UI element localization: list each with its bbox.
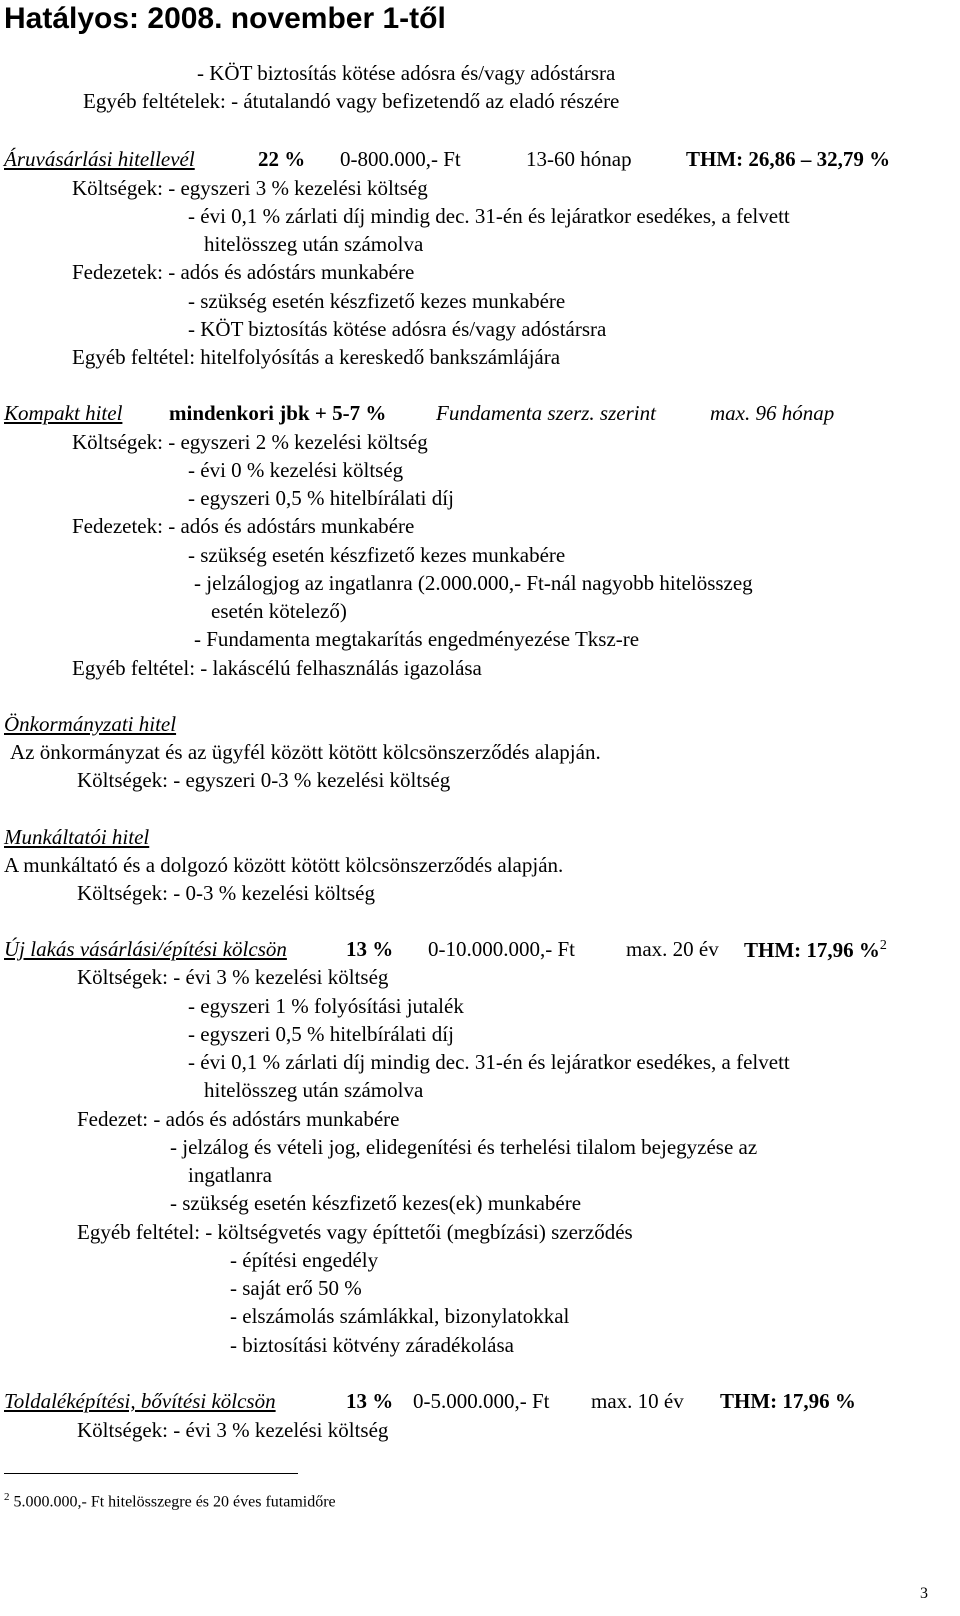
- s2-condition: Fundamenta szerz. szerint: [436, 401, 656, 425]
- s5-rate: 13 %: [346, 937, 394, 961]
- page-number: 3: [920, 1585, 928, 1602]
- s1-line-5: - szükség esetén készfizető kezes munkabére: [188, 289, 566, 313]
- s1-line-6: - KÖT biztosítás kötése adósra és/vagy adóstársra: [188, 317, 607, 341]
- s2-line-3: - egyszeri 0,5 % hitelbírálati díj: [188, 486, 454, 510]
- s5-line-12: - saját erő 50 %: [230, 1276, 362, 1300]
- footnote-ref[interactable]: 2: [879, 938, 887, 953]
- s5-line-13: - elszámolás számlákkal, bizonylatokkal: [230, 1304, 570, 1328]
- s4-line-2: Költségek: - 0-3 % kezelési költség: [77, 881, 375, 905]
- footnote: [4, 1492, 336, 1510]
- s4-line-1: A munkáltató és a dolgozó között kötött kölcsönszerződés alapján.: [4, 853, 564, 877]
- s1-amount: 0-800.000,- Ft: [340, 147, 461, 171]
- section-title-munkaltatoi: Munkáltatói hitel: [4, 825, 150, 849]
- s5-line-4: - évi 0,1 % zárlati díj mindig dec. 31-én és lejáratkor esedékes, a felvett: [188, 1050, 790, 1074]
- s2-line-2: - évi 0 % kezelési költség: [188, 458, 404, 482]
- s1-term: 13-60 hónap: [526, 147, 632, 171]
- s2-line-9: Egyéb feltétel: - lakáscélú felhasználás igazolása: [72, 656, 482, 680]
- s2-line-8: - Fundamenta megtakarítás engedményezése Tksz-re: [194, 627, 640, 651]
- section-title-aruvasarlasi: Áruvásárlási hitellevél: [4, 147, 195, 171]
- s3-line-2: Költségek: - egyszeri 0-3 % kezelési költség: [77, 768, 451, 792]
- s5-line-8: ingatlanra: [188, 1163, 272, 1187]
- top-line-1: - KÖT biztosítás kötése adósra és/vagy adóstársra: [197, 61, 616, 85]
- page-title: Hatályos: 2008. november 1-től: [4, 2, 446, 35]
- footnote-number: 2: [4, 1491, 10, 1503]
- section-title-kompakt: Kompakt hitel: [4, 401, 123, 425]
- s1-line-1: Költségek: - egyszeri 3 % kezelési költség: [72, 176, 428, 200]
- s5-line-14: - biztosítási kötvény záradékolása: [230, 1333, 514, 1357]
- s6-term: max. 10 év: [591, 1389, 684, 1413]
- s1-line-4: Fedezetek: - adós és adóstárs munkabére: [72, 260, 415, 284]
- section-title-uj-lakas: Új lakás vásárlási/építési kölcsön: [4, 937, 287, 961]
- footnote-text: 5.000.000,- Ft hitelösszegre és 20 éves futamidőre: [13, 1493, 336, 1511]
- s2-line-5: - szükség esetén készfizető kezes munkabére: [188, 543, 566, 567]
- s1-line-3: hitelösszeg után számolva: [204, 232, 424, 256]
- s5-amount: 0-10.000.000,- Ft: [428, 937, 575, 961]
- s1-line-2: - évi 0,1 % zárlati díj mindig dec. 31-én és lejáratkor esedékes, a felvett: [188, 204, 790, 228]
- s5-line-10: Egyéb feltétel: - költségvetés vagy építtetői (megbízási) szerződés: [77, 1220, 633, 1244]
- s5-line-5: hitelösszeg után számolva: [204, 1078, 424, 1102]
- s1-thm: THM: 26,86 – 32,79 %: [686, 147, 891, 171]
- section-title-onkormanyzati: Önkormányzati hitel: [4, 712, 177, 736]
- s2-line-7: esetén kötelező): [211, 599, 347, 623]
- s6-line-1: Költségek: - évi 3 % kezelési költség: [77, 1418, 389, 1442]
- s5-thm-text: THM: 17,96 %: [744, 938, 880, 962]
- s5-line-9: - szükség esetén készfizető kezes(ek) munkabére: [170, 1191, 582, 1215]
- s2-line-6: - jelzálogjog az ingatlanra (2.000.000,- Ft-nál nagyobb hitelösszeg: [194, 571, 753, 595]
- s1-line-7: Egyéb feltétel: hitelfolyósítás a kereskedő bankszámlájára: [72, 345, 561, 369]
- s6-amount: 0-5.000.000,- Ft: [413, 1389, 550, 1413]
- s2-line-4: Fedezetek: - adós és adóstárs munkabére: [72, 514, 415, 538]
- s1-rate: 22 %: [258, 147, 306, 171]
- s2-line-1: Költségek: - egyszeri 2 % kezelési költség: [72, 430, 428, 454]
- s6-thm: THM: 17,96 %: [720, 1389, 856, 1413]
- s5-line-11: - építési engedély: [230, 1248, 379, 1272]
- s6-rate: 13 %: [346, 1389, 394, 1413]
- top-line-2: Egyéb feltételek: - átutalandó vagy befizetendő az eladó részére: [83, 89, 620, 113]
- s5-line-2: - egyszeri 1 % folyósítási jutalék: [188, 994, 464, 1018]
- s5-line-6: Fedezet: - adós és adóstárs munkabére: [77, 1107, 400, 1131]
- s5-term: max. 20 év: [626, 937, 719, 961]
- s5-thm: [744, 939, 887, 961]
- s2-rate: mindenkori jbk + 5-7 %: [169, 401, 387, 425]
- s2-term: max. 96 hónap: [710, 401, 835, 425]
- s5-line-3: - egyszeri 0,5 % hitelbírálati díj: [188, 1022, 454, 1046]
- footnote-divider: [4, 1473, 298, 1474]
- s5-line-1: Költségek: - évi 3 % kezelési költség: [77, 965, 389, 989]
- s5-line-7: - jelzálog és vételi jog, elidegenítési és terhelési tilalom bejegyzése az: [170, 1135, 758, 1159]
- section-title-toldalek: Toldaléképítési, bővítési kölcsön: [4, 1389, 276, 1413]
- s3-line-1: Az önkormányzat és az ügyfél között kötött kölcsönszerződés alapján.: [10, 740, 601, 764]
